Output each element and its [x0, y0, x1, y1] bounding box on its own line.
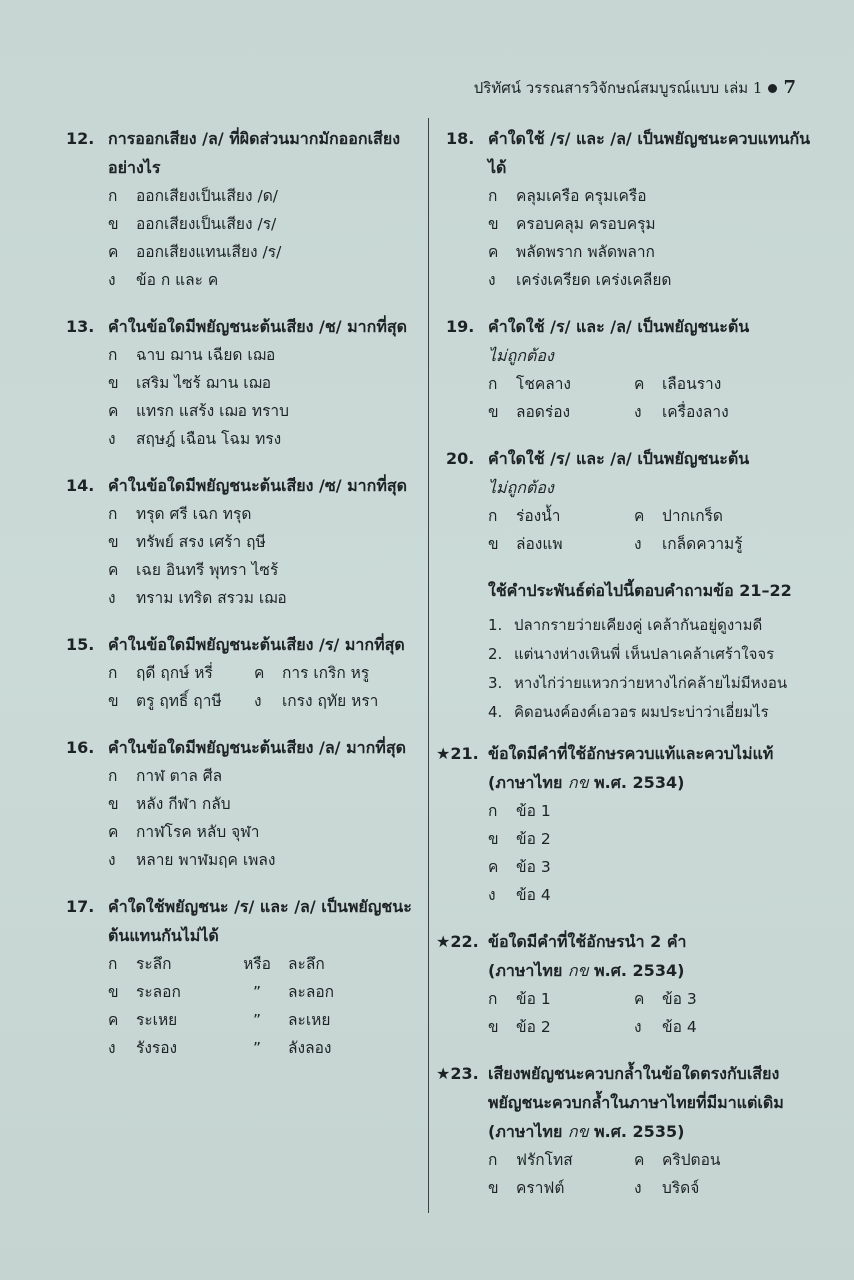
- option-text: เกล็ดความรู้: [662, 535, 743, 553]
- option-text: เครื่องลาง: [662, 403, 729, 421]
- option-text: กาฬ ตาล ศีล: [136, 767, 223, 785]
- option-text: ฉาบ ฌาน เฉียด เฌอ: [136, 346, 276, 364]
- option-text: ปากเกร็ด: [662, 507, 724, 525]
- option-key: ข: [108, 533, 119, 551]
- option-key: ข: [108, 692, 119, 710]
- answer-option: [108, 584, 416, 612]
- question-stem: [436, 1059, 816, 1146]
- option-key: ง: [488, 271, 496, 289]
- option-key: ค: [634, 990, 645, 1008]
- passage-line: [488, 669, 816, 698]
- option-text: ข้อ 4: [662, 1018, 697, 1036]
- option-word-a: ระลอก: [136, 983, 181, 1001]
- question-text: [488, 739, 816, 797]
- question-text-body: คำใดใช้ /ร/ และ /ล/ เป็นพยัญชนะต้น: [488, 317, 750, 336]
- option-key: ง: [108, 430, 116, 448]
- answer-option: [488, 182, 816, 210]
- option-text: ลอดร่อง: [516, 403, 571, 421]
- option-key: ก: [108, 187, 118, 205]
- exam-ref-code: กข: [567, 773, 589, 792]
- question: [66, 892, 416, 1062]
- option-key: ก: [488, 990, 498, 1008]
- option-connector: ”: [252, 1011, 262, 1029]
- passage-line: [488, 611, 816, 640]
- question-text-body: ข้อใดมีคำที่ใช้อักษรนำ 2 คำ: [488, 932, 687, 951]
- answer-options-grid: [488, 370, 816, 426]
- option-text: ฟรักโทส: [516, 1151, 573, 1169]
- question-number: 20.: [446, 449, 475, 468]
- question-text: [108, 312, 416, 341]
- answer-option: [634, 398, 816, 426]
- question-stem: [436, 927, 816, 985]
- option-text: ข้อ 2: [516, 830, 551, 848]
- option-key: ค: [634, 375, 645, 393]
- answer-option: [108, 210, 416, 238]
- option-text: เลือนราง: [662, 375, 722, 393]
- option-key: ง: [634, 535, 642, 553]
- question-number: 15.: [66, 635, 95, 654]
- answer-options: [488, 797, 816, 909]
- passage-line-number: 1.: [488, 616, 503, 634]
- option-key: ง: [108, 271, 116, 289]
- answer-option: [488, 370, 634, 398]
- option-key: ค: [634, 507, 645, 525]
- right-column: [436, 124, 816, 1220]
- option-key: ค: [488, 858, 499, 876]
- question-qualifier: ไม่ถูกต้อง: [488, 478, 554, 497]
- option-text: สฤษฎ์ เฉือน โฉม ทรง: [136, 430, 282, 448]
- answer-option: [108, 238, 416, 266]
- option-text: เกรง ฤทัย หรา: [282, 692, 379, 710]
- answer-options: [108, 500, 416, 612]
- option-key: ข: [108, 374, 119, 392]
- question-text: [108, 124, 416, 182]
- option-key: ค: [108, 561, 119, 579]
- option-key: ง: [254, 692, 262, 710]
- exam-ref-suffix: พ.ศ. 2535): [588, 1122, 685, 1141]
- question-text: [488, 312, 816, 370]
- option-text: ทราม เทริด สรวม เฌอ: [136, 589, 287, 607]
- answer-option: [108, 818, 416, 846]
- answer-option: [488, 1146, 634, 1174]
- option-word-a: ระลึก: [136, 955, 172, 973]
- question-text: [488, 444, 816, 502]
- option-text: การ เกริก หรู: [282, 664, 370, 682]
- option-key: ก: [488, 1151, 498, 1169]
- option-key: ค: [108, 1011, 119, 1029]
- option-key: ก: [488, 507, 498, 525]
- answer-option: [108, 1034, 416, 1062]
- answer-option: [488, 398, 634, 426]
- option-connector: ”: [252, 983, 262, 1001]
- option-key: ง: [634, 403, 642, 421]
- answer-option: [488, 502, 634, 530]
- option-text: แทรก แสร้ง เฌอ ทราบ: [136, 402, 289, 420]
- answer-option: [488, 825, 816, 853]
- option-text: เคร่งเครียด เคร่งเคลียด: [516, 271, 672, 289]
- question-number: ★22.: [436, 932, 479, 951]
- question-number: 18.: [446, 129, 475, 148]
- question-number: 13.: [66, 317, 95, 336]
- answer-option: [108, 500, 416, 528]
- question-text: [108, 630, 416, 659]
- question-text: [488, 124, 816, 182]
- option-key: ค: [108, 243, 119, 261]
- answer-options: [108, 341, 416, 453]
- passage-line-number: 3.: [488, 674, 503, 692]
- question-stem: [436, 739, 816, 797]
- question-stem: [66, 892, 416, 950]
- question-text-body: คำใดใช้พยัญชนะ /ร/ และ /ล/ เป็นพยัญชนะต้นแทนกันไม่ได้: [108, 897, 412, 945]
- option-key: ก: [108, 346, 118, 364]
- left-column: [66, 124, 416, 1080]
- question-number: 16.: [66, 738, 95, 757]
- option-word-a: ระเหย: [136, 1011, 178, 1029]
- answer-options: [488, 1146, 816, 1202]
- page-number: 7: [783, 77, 796, 98]
- option-word-b: ละลึก: [288, 955, 325, 973]
- answer-option: [634, 1013, 816, 1041]
- option-key: ง: [108, 851, 116, 869]
- option-text: ข้อ 3: [516, 858, 551, 876]
- answer-option: [254, 687, 416, 715]
- option-text: หลาย พาฬมฤค เพลง: [136, 851, 276, 869]
- exam-ref-suffix: พ.ศ. 2534): [588, 773, 685, 792]
- passage-line-text: คิดอนงค์องค์เอวอร ผมประบ่าว่าเอี่ยมไร: [514, 703, 769, 721]
- option-key: ง: [108, 1039, 116, 1057]
- option-key: ข: [488, 1179, 499, 1197]
- answer-option: [488, 853, 816, 881]
- answer-option: [634, 1174, 816, 1202]
- answer-option: [634, 985, 816, 1013]
- answer-options-grid: [488, 1146, 816, 1202]
- option-key: ค: [108, 402, 119, 420]
- option-text: ร่องน้ำ: [516, 507, 561, 525]
- passage-line: [488, 698, 816, 727]
- running-header: [474, 76, 796, 100]
- question-text-body: คำในข้อใดมีพยัญชนะต้นเสียง /ร/ มากที่สุด: [108, 635, 405, 654]
- answer-option: [488, 1174, 634, 1202]
- passage-block: [446, 576, 816, 727]
- option-word-b: ละเหย: [288, 1011, 331, 1029]
- exam-ref-prefix: (ภาษาไทย: [488, 1122, 568, 1141]
- answer-option: [254, 659, 416, 687]
- question-number: 17.: [66, 897, 95, 916]
- answer-option: [108, 182, 416, 210]
- question-stem: [66, 471, 416, 500]
- question-stem: [446, 312, 816, 370]
- option-text: ฤดี ฤกษ์ หรี่: [136, 664, 213, 682]
- question-text: [108, 471, 416, 500]
- option-text: คลุมเครือ ครุมเครือ: [516, 187, 647, 205]
- passage-line: [488, 640, 816, 669]
- question-qualifier: ไม่ถูกต้อง: [488, 346, 554, 365]
- question: [66, 630, 416, 715]
- passage-line-text: ปลากรายว่ายเคียงคู่ เคล้ากันอยู่ดูงามดี: [514, 616, 763, 634]
- option-text: ออกเสียงเป็นเสียง /ร/: [136, 215, 277, 233]
- answer-option: [108, 397, 416, 425]
- answer-option: [488, 238, 816, 266]
- header-title: ปริทัศน์ วรรณสารวิจักษณ์สมบูรณ์แบบ เล่ม 1: [473, 79, 763, 97]
- question-stem: [66, 312, 416, 341]
- answer-option: [108, 266, 416, 294]
- question: [66, 471, 416, 612]
- answer-option: [108, 659, 254, 687]
- answer-option: [488, 530, 634, 558]
- option-key: ก: [108, 955, 118, 973]
- option-text: ข้อ 4: [516, 886, 551, 904]
- exam-ref-code: กข: [567, 1122, 589, 1141]
- question: [436, 739, 816, 909]
- option-word-b: ละลอก: [288, 983, 335, 1001]
- question-text: [488, 927, 816, 985]
- option-key: ค: [254, 664, 265, 682]
- answer-option: [488, 881, 816, 909]
- option-key: ง: [634, 1179, 642, 1197]
- option-text: ข้อ ก และ ค: [136, 271, 219, 289]
- answer-option: [108, 846, 416, 874]
- option-key: ข: [108, 215, 119, 233]
- bullet-dot-icon: [768, 84, 777, 93]
- question: [66, 124, 416, 294]
- option-text: ข้อ 1: [516, 990, 551, 1008]
- answer-option: [488, 985, 634, 1013]
- question: [446, 312, 816, 426]
- question-number: ★21.: [436, 744, 479, 763]
- question-text-body: คำในข้อใดมีพยัญชนะต้นเสียง /ช/ มากที่สุด: [108, 317, 408, 336]
- option-text: บริดจ์: [662, 1179, 700, 1197]
- question-text-body: เสียงพยัญชนะควบกล้ำในข้อใดตรงกับเสียงพยัญชนะควบกล้ำในภาษาไทยที่มีมาแต่เดิม: [488, 1064, 784, 1112]
- exam-ref-code: กข: [567, 961, 589, 980]
- answer-option: [108, 950, 416, 978]
- answer-option: [108, 762, 416, 790]
- option-text: เสริม ไซร้ ฌาน เฌอ: [136, 374, 272, 392]
- answer-option: [488, 266, 816, 294]
- question-text-body: คำในข้อใดมีพยัญชนะต้นเสียง /ซ/ มากที่สุด: [108, 476, 408, 495]
- passage-line-number: 2.: [488, 645, 503, 663]
- option-text: ตรู ฤทธิ์ ฤาษี: [136, 692, 222, 710]
- option-text: ออกเสียงแทนเสียง /ร/: [136, 243, 282, 261]
- answer-options-grid: [488, 985, 816, 1041]
- exam-ref-suffix: พ.ศ. 2534): [588, 961, 685, 980]
- option-key: ก: [488, 802, 498, 820]
- question: [446, 124, 816, 294]
- question-stem: [66, 124, 416, 182]
- answer-option: [108, 528, 416, 556]
- exam-ref-prefix: (ภาษาไทย: [488, 773, 568, 792]
- question-stem: [66, 630, 416, 659]
- answer-option: [488, 797, 816, 825]
- answer-options: [488, 182, 816, 294]
- option-text: ครอบคลุม ครอบครุม: [516, 215, 656, 233]
- question-text-body: การออกเสียง /ล/ ที่ผิดส่วนมากมักออกเสียงอย่างไร: [108, 129, 401, 177]
- passage-line-text: แต่นางห่างเหินพี่ เห็นปลาเคล้าเศร้าใจจร: [514, 645, 775, 663]
- option-text: โชคลาง: [516, 375, 571, 393]
- option-key: ข: [108, 795, 119, 813]
- answer-option: [108, 341, 416, 369]
- answer-option: [108, 556, 416, 584]
- option-key: ข: [488, 535, 499, 553]
- option-key: ง: [488, 886, 496, 904]
- answer-options: [488, 502, 816, 558]
- option-text: พลัดพราก พลัดพลาก: [516, 243, 655, 261]
- answer-option: [108, 790, 416, 818]
- answer-option: [634, 1146, 816, 1174]
- option-key: ค: [488, 243, 499, 261]
- question: [436, 1059, 816, 1202]
- option-connector: หรือ: [243, 955, 271, 973]
- option-word-a: รังรอง: [136, 1039, 178, 1057]
- option-key: ก: [108, 664, 118, 682]
- option-text: ทรัพย์ สรง เศร้า ฤษี: [136, 533, 266, 551]
- answer-options: [108, 182, 416, 294]
- option-text: กาฬโรค หลับ จุฬา: [136, 823, 260, 841]
- question-stem: [66, 733, 416, 762]
- answer-options-grid: [488, 502, 816, 558]
- option-key: ง: [108, 589, 116, 607]
- option-text: ข้อ 1: [516, 802, 551, 820]
- question-number: 14.: [66, 476, 95, 495]
- option-text: ข้อ 2: [516, 1018, 551, 1036]
- option-key: ข: [488, 215, 499, 233]
- answer-option: [108, 1006, 416, 1034]
- answer-options-grid: [108, 659, 416, 715]
- answer-option: [108, 425, 416, 453]
- question-number: 12.: [66, 129, 95, 148]
- answer-option: [634, 530, 816, 558]
- question-stem: [446, 444, 816, 502]
- option-key: ข: [488, 403, 499, 421]
- option-key: ค: [108, 823, 119, 841]
- answer-option: [108, 687, 254, 715]
- option-text: คราฟต์: [516, 1179, 565, 1197]
- question-text-body: ข้อใดมีคำที่ใช้อักษรควบแท้และควบไม่แท้: [488, 744, 774, 763]
- question: [446, 444, 816, 558]
- answer-options: [108, 762, 416, 874]
- question-number: 19.: [446, 317, 475, 336]
- option-key: ข: [488, 830, 499, 848]
- option-text: หลัง กีฬา กลับ: [136, 795, 231, 813]
- option-text: ข้อ 3: [662, 990, 697, 1008]
- answer-option: [108, 978, 416, 1006]
- passage-instruction: ใช้คำประพันธ์ต่อไปนี้ตอบคำถามข้อ 21–22: [488, 581, 792, 600]
- question-text-body: คำในข้อใดมีพยัญชนะต้นเสียง /ล/ มากที่สุด: [108, 738, 406, 757]
- option-text: คริปตอน: [662, 1151, 721, 1169]
- question-text-body: คำใดใช้ /ร/ และ /ล/ เป็นพยัญชนะควบแทนกันได้: [488, 129, 811, 177]
- exam-questions: [436, 739, 816, 1202]
- option-connector: ”: [252, 1039, 262, 1057]
- question-number: ★23.: [436, 1064, 479, 1083]
- answer-options: [108, 659, 416, 715]
- passage-lines: [488, 611, 816, 727]
- answer-option: [634, 502, 816, 530]
- option-text: ออกเสียงเป็นเสียง /ด/: [136, 187, 278, 205]
- option-text: เฉย อินทรี พุทรา ไซร้: [136, 561, 279, 579]
- option-text: ทรุด ศรี เฉก ทรุด: [136, 505, 252, 523]
- question-text-body: คำใดใช้ /ร/ และ /ล/ เป็นพยัญชนะต้น: [488, 449, 750, 468]
- option-key: ข: [488, 1018, 499, 1036]
- option-key: ก: [488, 375, 498, 393]
- answer-options: [108, 950, 416, 1062]
- option-key: ก: [488, 187, 498, 205]
- answer-option: [108, 369, 416, 397]
- column-divider: [428, 118, 429, 1213]
- answer-option: [488, 210, 816, 238]
- answer-option: [634, 370, 816, 398]
- answer-options: [488, 985, 816, 1041]
- question: [436, 927, 816, 1041]
- right-questions: [446, 124, 816, 558]
- passage-line-number: 4.: [488, 703, 503, 721]
- answer-option: [488, 1013, 634, 1041]
- question-text: [108, 892, 416, 950]
- passage-line-text: หางไก่ว่ายแหวกว่ายหางไก่คล้ายไม่มีหงอน: [514, 674, 788, 692]
- question: [66, 312, 416, 453]
- option-key: ง: [634, 1018, 642, 1036]
- question-text: [108, 733, 416, 762]
- option-word-b: ลังลอง: [288, 1039, 332, 1057]
- answer-options: [488, 370, 816, 426]
- question: [66, 733, 416, 874]
- option-key: ข: [108, 983, 119, 1001]
- option-key: ก: [108, 505, 118, 523]
- option-text: ล่องแพ: [516, 535, 563, 553]
- option-key: ค: [634, 1151, 645, 1169]
- question-stem: [446, 124, 816, 182]
- exam-ref-prefix: (ภาษาไทย: [488, 961, 568, 980]
- option-key: ก: [108, 767, 118, 785]
- question-text: [488, 1059, 816, 1146]
